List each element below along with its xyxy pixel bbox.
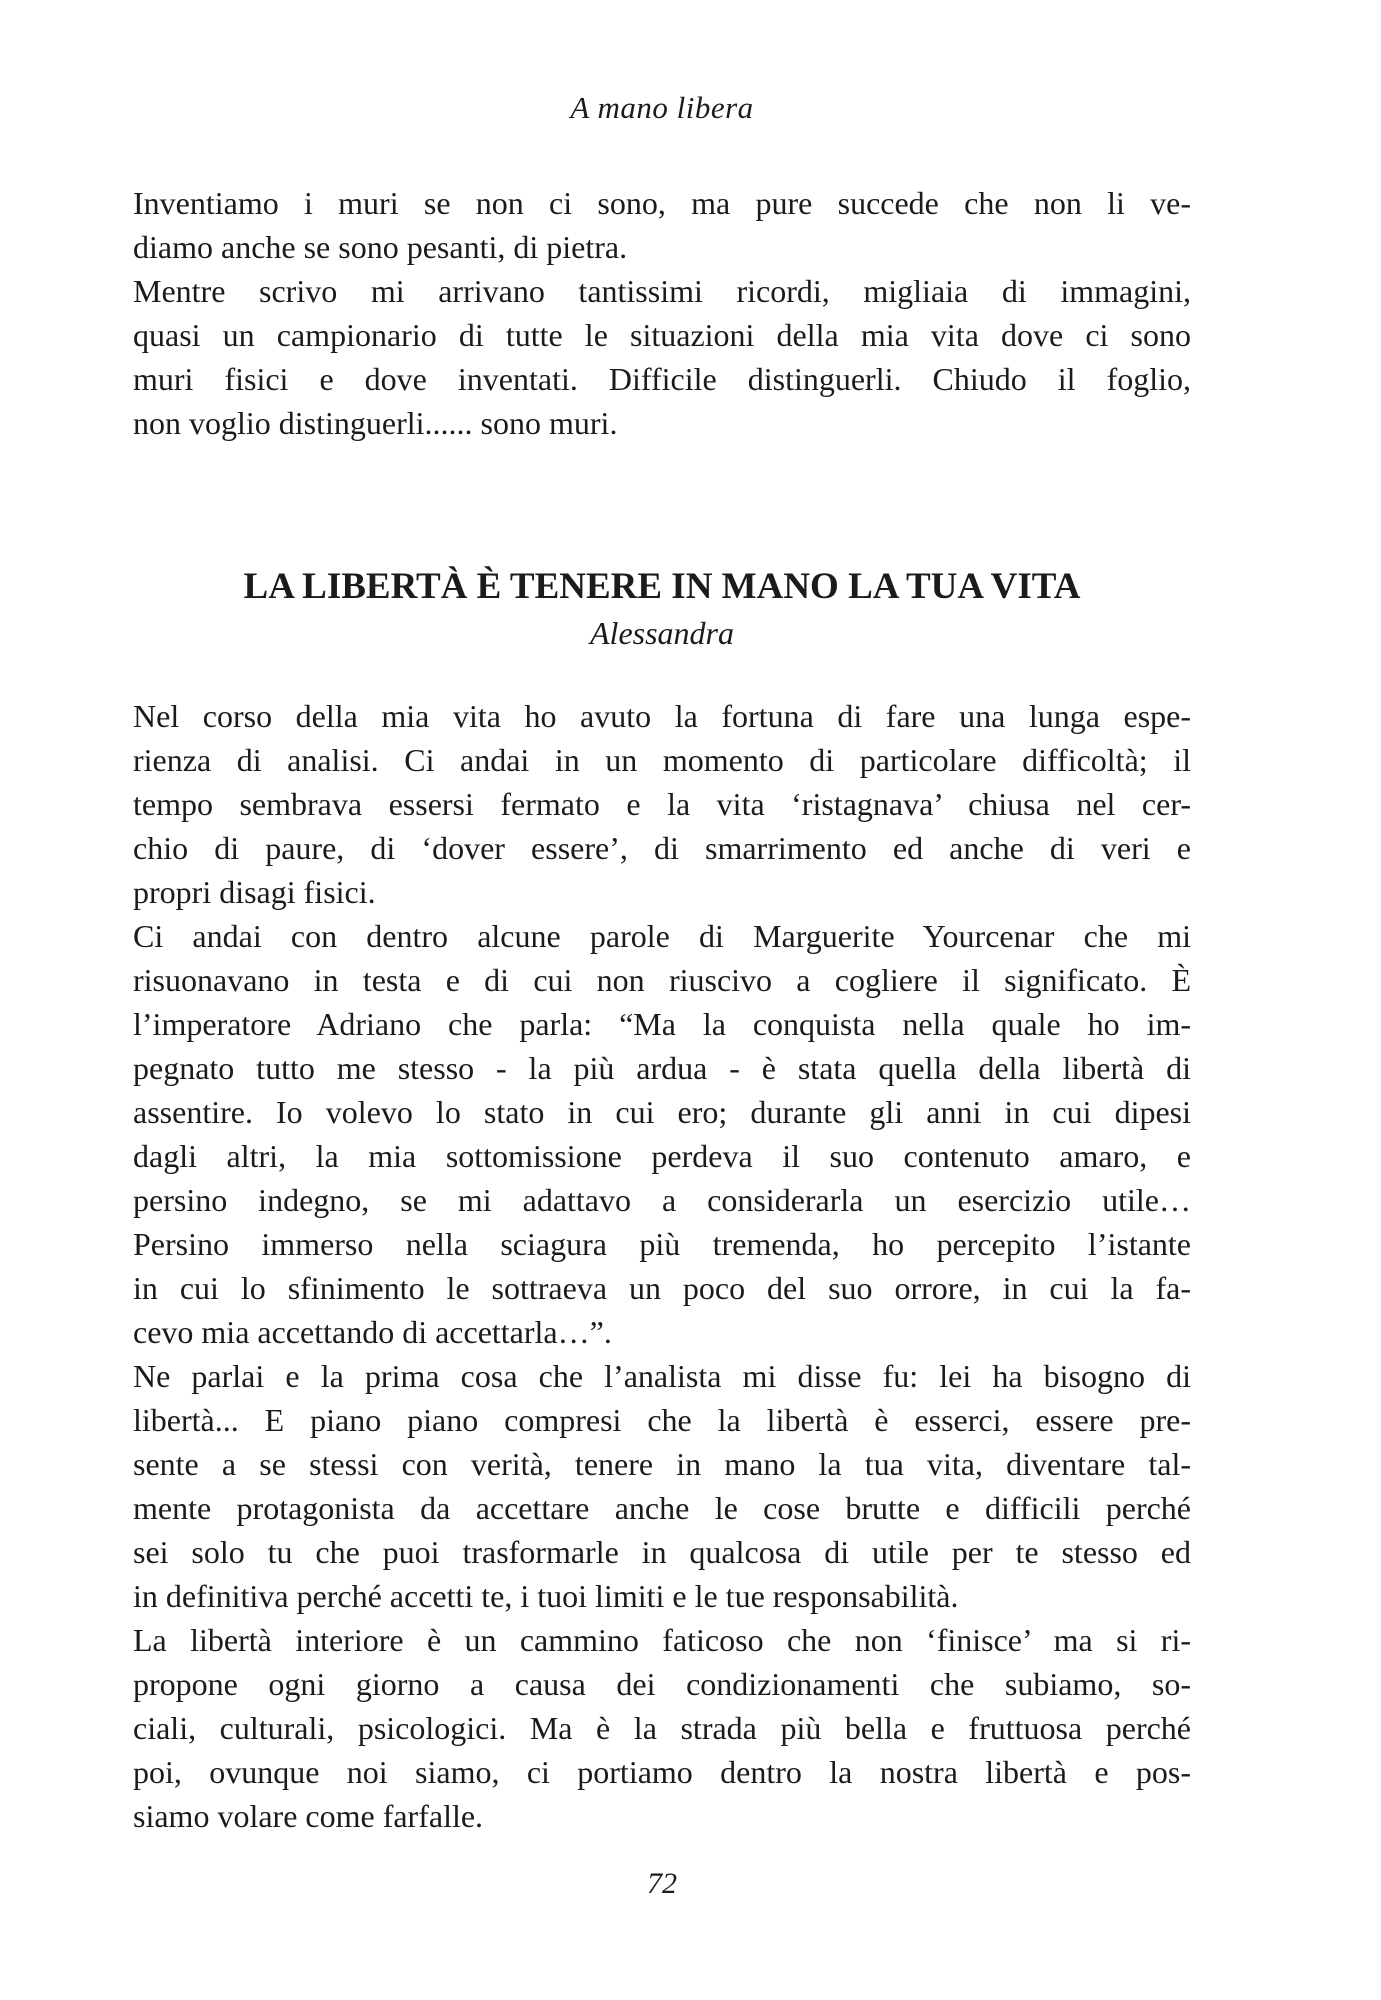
text-line: diamo anche se sono pesanti, di pietra. (133, 229, 628, 265)
text-line: rienza di analisi. Ci andai in un momento di particolare difficoltà; il (133, 742, 1191, 778)
text-line: chio di paure, di ‘dover essere’, di smarrimento ed anche di veri e (133, 830, 1191, 866)
text-line: in definitiva perché accetti te, i tuoi limiti e le tue responsabilità. (133, 1578, 959, 1614)
text-line: siamo volare come farfalle. (133, 1798, 484, 1834)
paragraph (133, 914, 1191, 1354)
text-line: Ci andai con dentro alcune parole di Marguerite Yourcenar che mi (133, 918, 1191, 954)
paragraph (133, 694, 1191, 914)
body-text (133, 694, 1191, 1838)
text-line: Inventiamo i muri se non ci sono, ma pure succede che non li ve- (133, 185, 1191, 221)
text-line: Nel corso della mia vita ho avuto la fortuna di fare una lunga espe- (133, 698, 1191, 734)
text-line: risuonavano in testa e di cui non riuscivo a cogliere il significato. È (133, 962, 1191, 998)
text-line: l’imperatore Adriano che parla: “Ma la conquista nella quale ho im- (133, 1006, 1191, 1042)
text-line: dagli altri, la mia sottomissione perdeva il suo contenuto amaro, e (133, 1138, 1191, 1174)
running-head: A mano libera (570, 90, 754, 125)
page-number: 72 (647, 1867, 677, 1900)
text-line: cevo mia accettando di accettarla…”. (133, 1314, 612, 1350)
text-line: sente a se stessi con verità, tenere in mano la tua vita, diventare tal- (133, 1446, 1191, 1482)
text-line: sei solo tu che puoi trasformarle in qualcosa di utile per te stesso ed (133, 1534, 1191, 1570)
section-author: Alessandra (590, 615, 734, 651)
text-line: tempo sembrava essersi fermato e la vita ‘ristagnava’ chiusa nel cer- (133, 786, 1191, 822)
text-line: ciali, culturali, psicologici. Ma è la strada più bella e fruttuosa perché (133, 1710, 1191, 1746)
text-line: muri fisici e dove inventati. Difficile distinguerli. Chiudo il foglio, (133, 361, 1191, 397)
text-line: propone ogni giorno a causa dei condizionamenti che subiamo, so- (133, 1666, 1191, 1702)
text-line: mente protagonista da accettare anche le cose brutte e difficili perché (133, 1490, 1191, 1526)
paragraph (133, 269, 1191, 445)
text-line: Persino immerso nella sciagura più tremenda, ho percepito l’istante (133, 1226, 1191, 1262)
text-line: persino indegno, se mi adattavo a considerarla un esercizio utile… (133, 1182, 1191, 1218)
text-line: libertà... E piano piano compresi che la libertà è esserci, essere pre- (133, 1402, 1191, 1438)
text-line: poi, ovunque noi siamo, ci portiamo dentro la nostra libertà e pos- (133, 1754, 1191, 1790)
text-line: Mentre scrivo mi arrivano tantissimi ricordi, migliaia di immagini, (133, 273, 1191, 309)
text-line: assentire. Io volevo lo stato in cui ero; durante gli anni in cui dipesi (133, 1094, 1191, 1130)
paragraph (133, 181, 1191, 269)
text-line: non voglio distinguerli...... sono muri. (133, 405, 618, 441)
text-column (133, 0, 1191, 2000)
text-line: pegnato tutto me stesso - la più ardua - è stata quella della libertà di (133, 1050, 1191, 1086)
text-line: in cui lo sfinimento le sottraeva un poco del suo orrore, in cui la fa- (133, 1270, 1191, 1306)
text-line: La libertà interiore è un cammino faticoso che non ‘finisce’ ma si ri- (133, 1622, 1191, 1658)
intro-text (133, 181, 1191, 445)
section-title: LA LIBERTÀ È TENERE IN MANO LA TUA VITA (243, 566, 1081, 607)
paragraph (133, 1618, 1191, 1838)
paragraph (133, 1354, 1191, 1618)
text-line: propri disagi fisici. (133, 874, 376, 910)
text-line: quasi un campionario di tutte le situazioni della mia vita dove ci sono (133, 317, 1191, 353)
text-line: Ne parlai e la prima cosa che l’analista mi disse fu: lei ha bisogno di (133, 1358, 1191, 1394)
